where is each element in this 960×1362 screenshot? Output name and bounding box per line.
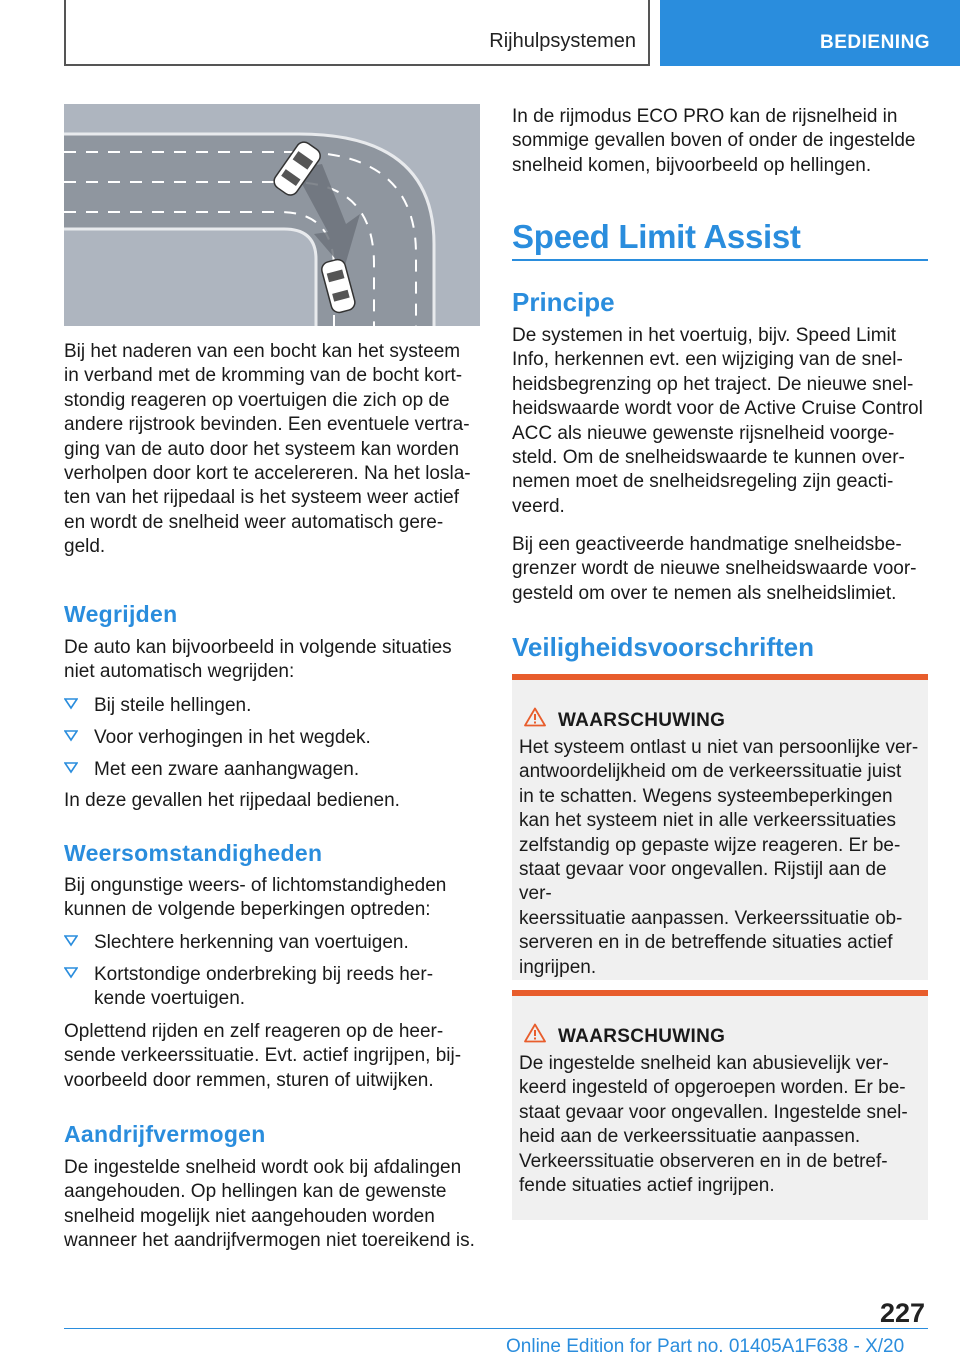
heading-principe: Principe — [512, 287, 615, 317]
text-line: snelheid komen, bijvoorbeeld op hellingen. — [512, 154, 872, 176]
footer-edition: Online Edition for Part no. 01405A1F638 - X/20 — [506, 1336, 905, 1357]
text-line: sende verkeerssituatie. Evt. actief ingrijpen, bij‐ — [64, 1045, 462, 1067]
text-line: De ingestelde snelheid kan abusievelijk ver‐ — [519, 1053, 889, 1074]
text-line: staat gevaar voor ongevallen. Rijstijl aan de ver‐ — [519, 859, 887, 905]
text-line: heid aan de verkeerssituatie aanpassen. — [519, 1126, 861, 1148]
text-line: geld. — [64, 536, 106, 558]
page-title: Speed Limit Assist — [512, 218, 801, 255]
list-item-text: Voor verhogingen in het wegdek. — [94, 727, 371, 748]
text-line: snelheid mogelijk niet aangehouden worden — [64, 1205, 435, 1227]
list-item — [64, 726, 482, 750]
heading-weersomstandigheden: Weersomstandigheden — [64, 840, 323, 866]
warning-box — [512, 990, 928, 1220]
text-line: ging van de auto door het systeem kan worden — [64, 438, 460, 460]
text-line: fende situaties actief ingrijpen. — [519, 1175, 775, 1197]
triangle-bullet-icon — [64, 696, 78, 710]
text-line: antwoordelijkheid om de verkeerssituatie juist — [519, 761, 902, 783]
list-item — [64, 758, 482, 782]
text-line: Kortstondige onderbreking bij reeds her‐ — [94, 964, 434, 985]
list-item-text: Met een zware aanhangwagen. — [94, 759, 360, 780]
principe-paragraph-2 — [512, 533, 932, 606]
weer-paragraph — [64, 874, 482, 923]
text-line: en wordt de snelheid weer automatisch gere‐ — [64, 511, 444, 533]
road-curve-cars-illustration — [64, 104, 480, 326]
text-line: ten van het rijpedaal is het systeem weer actief — [64, 487, 459, 509]
warning-title: WAARSCHUWING — [558, 1026, 726, 1047]
chapter-tab[interactable] — [660, 0, 960, 66]
list-item-text: Slechtere herkenning van voertuigen. — [94, 932, 409, 953]
text-line: staat gevaar voor ongevallen. Ingestelde snel‐ — [519, 1101, 908, 1123]
text-line: steld. Om de snelheidswaarde te kunnen over‐ — [512, 447, 905, 469]
text-line: grenzer wordt de nieuwe snelheidswaarde voor‐ — [512, 558, 917, 580]
text-line: in verband met de kromming van de bocht kort‐ — [64, 365, 463, 387]
intro-paragraph — [64, 340, 482, 560]
text-line: ACC als nieuwe gewenste rijsnelheid voorge‐ — [512, 422, 895, 444]
eco-paragraph — [512, 105, 932, 178]
text-line: voorbeeld door remmen, sturen of uitwijken. — [64, 1069, 434, 1091]
text-line: kende voertuigen. — [94, 988, 246, 1010]
warning-triangle-icon — [524, 707, 546, 727]
text-line: heidsbegrenzing op het traject. De nieuwe snel‐ — [512, 373, 914, 395]
text-line: Bij een geactiveerde handmatige snelheidsbe‐ — [512, 534, 902, 555]
text-line: Verkeerssituatie observeren en in de betref‐ — [519, 1150, 888, 1172]
text-line: zelfstandig op gepaste wijze reageren. Er be‐ — [519, 834, 901, 856]
text-line: andere rijstrook bevinden. Een eventuele vertra‐ — [64, 414, 470, 436]
text-line: ingrijpen. — [519, 956, 597, 978]
wegrijden-after: In deze gevallen het rijpedaal bedienen. — [64, 790, 400, 811]
principe-paragraph — [512, 324, 932, 519]
heading-aandrijfvermogen: Aandrijfvermogen — [64, 1121, 266, 1147]
wegrijden-paragraph — [64, 636, 482, 685]
text-line: gesteld om over te nemen als snelheidslimiet. — [512, 582, 897, 604]
text-line: In de rijmodus ECO PRO kan de rijsnelheid in — [512, 106, 898, 127]
text-line: keerd ingesteld of opgeroepen worden. Er be‐ — [519, 1077, 906, 1099]
text-line: kan het systeem niet in alle verkeerssituaties — [519, 810, 897, 832]
triangle-bullet-icon — [64, 760, 78, 774]
page-number: 227 — [880, 1298, 926, 1328]
text-line: kunnen de volgende beperkingen optreden: — [64, 899, 431, 921]
triangle-bullet-icon — [64, 728, 78, 742]
aandrijf-paragraph — [64, 1156, 482, 1254]
text-line: heidswaarde wordt voor de Active Cruise Control — [512, 398, 923, 420]
text-line: sommige gevallen boven of onder de ingestelde — [512, 130, 916, 152]
weer-after-paragraph — [64, 1020, 482, 1093]
text-line: aangehouden. Op hellingen kan de gewenste — [64, 1181, 447, 1203]
list-item — [64, 931, 482, 955]
list-item — [64, 694, 482, 718]
warning-title: WAARSCHUWING — [558, 710, 726, 731]
text-line: nemen moet de snelheidsregeling zijn geacti‐ — [512, 471, 894, 493]
text-line: wanneer het aandrijfvermogen niet toereikend is. — [64, 1230, 475, 1252]
list-item — [64, 963, 482, 1013]
list-item-text — [94, 963, 484, 1012]
title-divider — [512, 259, 928, 261]
list-item-text: Bij steile hellingen. — [94, 695, 252, 716]
text-line: verholpen door kort te accelereren. Na het losla‐ — [64, 463, 471, 485]
text-line: serveren en in de betreffende situaties actief — [519, 932, 893, 954]
triangle-bullet-icon — [64, 965, 78, 979]
warning-triangle-icon — [524, 1023, 546, 1043]
text-line: in te schatten. Wegens systeembeperkingen — [519, 785, 893, 807]
warning-body — [519, 1052, 924, 1198]
warning-box — [512, 674, 928, 980]
text-line: keerssituatie aanpassen. Verkeerssituatie ob‐ — [519, 907, 903, 929]
section-title: Rijhulpsystemen — [489, 30, 636, 52]
text-line: Info, herkennen evt. een wijziging van de snel‐ — [512, 349, 903, 371]
warning-body — [519, 736, 924, 980]
text-line: niet automatisch wegrijden: — [64, 661, 295, 683]
footer-divider — [64, 1328, 928, 1329]
text-line: De ingestelde snelheid wordt ook bij afdalingen — [64, 1157, 462, 1178]
chapter-tab-label: BEDIENING — [820, 32, 931, 53]
text-line: Oplettend rijden en zelf reageren op de heer‐ — [64, 1021, 444, 1042]
text-line: Bij ongunstige weers- of lichtomstandigheden — [64, 875, 447, 896]
heading-veiligheidsvoorschriften: Veiligheidsvoorschriften — [512, 632, 814, 662]
text-line: De auto kan bijvoorbeeld in volgende situaties — [64, 637, 452, 658]
text-line: veerd. — [512, 495, 565, 517]
header-bar — [64, 0, 650, 66]
text-line: Het systeem ontlast u niet van persoonlijke ver‐ — [519, 737, 919, 758]
text-line: De systemen in het voertuig, bijv. Speed Limit — [512, 325, 897, 346]
text-line: stondig reageren op voertuigen die zich op de — [64, 389, 450, 411]
triangle-bullet-icon — [64, 933, 78, 947]
text-line: Bij het naderen van een bocht kan het systeem — [64, 341, 461, 362]
heading-wegrijden: Wegrijden — [64, 601, 178, 627]
